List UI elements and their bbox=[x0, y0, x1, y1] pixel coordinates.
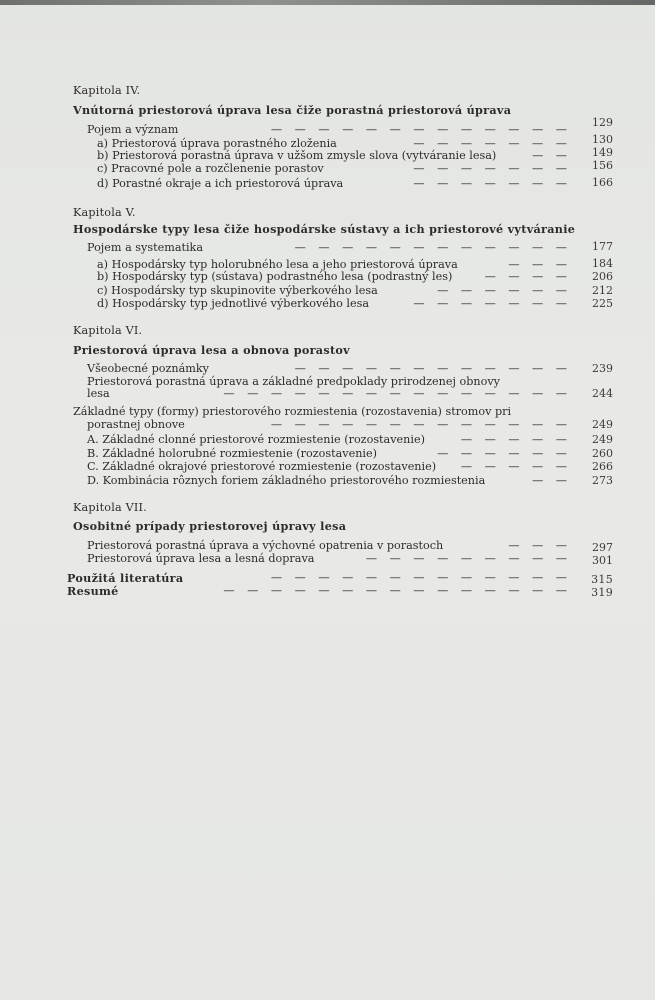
leader-dashes: — — — — — — — — — — — — — bbox=[270, 571, 567, 584]
chapter-heading: Priestorová úprava lesa a obnova porastov bbox=[73, 343, 350, 357]
page-number: 249 bbox=[592, 418, 613, 431]
leader-dashes: — — — — — — — — — bbox=[365, 552, 567, 565]
leader-dashes: — — — — — — bbox=[437, 447, 567, 460]
leader-dashes: — — — — — — — — — — — — — — — bbox=[223, 584, 567, 597]
page-number: 239 bbox=[592, 362, 613, 375]
leader-dashes: — — — — — — bbox=[437, 284, 567, 297]
page-number: 225 bbox=[592, 297, 613, 310]
chapter-heading: Vnútorná priestorová úprava lesa čiže porastná priestorová úprava bbox=[73, 103, 512, 117]
leader-dashes: — — — — — bbox=[460, 433, 567, 446]
leader-dashes: — — — — bbox=[484, 270, 567, 283]
toc-subentry: D. Kombinácia rôznych foriem základného priestorového rozmiestenia — — 273 bbox=[87, 474, 613, 487]
leader-dashes: — — — — — — — — — — — — — — — bbox=[223, 387, 567, 400]
page-number: 249 bbox=[592, 433, 613, 446]
leader-dashes: — — — — — — — — — — — — bbox=[294, 362, 567, 375]
page-number: 184 bbox=[592, 257, 613, 270]
toc-subentry: B. Základné holorubné rozmiestenie (rozostavenie) — — — — — — 260 bbox=[87, 447, 613, 460]
toc-entry: Pojem a systematika — — — — — — — — — — — — 177 bbox=[87, 240, 613, 254]
leader-dashes: — — — — — — — bbox=[413, 177, 567, 190]
leader-dashes: — — — — — — — — — — — — bbox=[294, 241, 567, 254]
page-number: 260 bbox=[592, 447, 613, 460]
page-number: 166 bbox=[592, 176, 613, 189]
leader-dashes: — — — — — — — — — — — — — bbox=[270, 418, 567, 431]
toc-entry: Základné typy (formy) priestorového rozmiestenia (rozostavenia) stromov pri bbox=[73, 405, 512, 418]
toc-entry: Priestorová úprava lesa a lesná doprava — — — — — — — — — 301 bbox=[87, 552, 613, 567]
toc-subentry: c) Hospodársky typ skupinovite výberkového lesa — — — — — — 212 bbox=[97, 284, 613, 297]
page-number: 297 bbox=[592, 541, 613, 554]
toc-subentry: A. Základné clonné priestorové rozmiestenie (rozostavenie) — — — — — 249 bbox=[87, 433, 613, 446]
leader-dashes: — — bbox=[532, 474, 567, 487]
page-number: 212 bbox=[592, 284, 613, 297]
toc-entry-continued: porastnej obnove — — — — — — — — — — — — — 249 bbox=[87, 418, 613, 431]
toc-subentry: c) Pracovné pole a rozčlenenie porastov — — — — — — — 156 bbox=[97, 159, 613, 175]
page-number: 206 bbox=[592, 270, 613, 283]
leader-dashes: — — — — — — — bbox=[413, 137, 567, 150]
toc-entry: Pojem a význam — — — — — — — — — — — — — 129 bbox=[87, 116, 613, 136]
page-number: 177 bbox=[592, 240, 613, 253]
page-number: 244 bbox=[592, 387, 613, 400]
page-number: 315 bbox=[591, 573, 613, 586]
leader-dashes: — — — — — — — — — — — — — bbox=[270, 123, 567, 136]
toc-subentry: d) Hospodársky typ jednotlivé výberkového lesa — — — — — — — 225 bbox=[97, 297, 613, 310]
toc-entry: Všeobecné poznámky — — — — — — — — — — — — 239 bbox=[87, 362, 613, 375]
chapter-label: Kapitola IV. bbox=[73, 84, 141, 97]
leader-dashes: — — — — — — — bbox=[413, 162, 567, 175]
chapter-heading: Osobitné prípady priestorovej úpravy lesa bbox=[73, 519, 347, 533]
toc-entry-continued: lesa — — — — — — — — — — — — — — — 244 bbox=[87, 387, 613, 400]
toc-subentry: a) Hospodársky typ holorubného lesa a jeho priestorová úprava — — — 184 bbox=[97, 257, 613, 271]
page-number: 129 bbox=[592, 116, 613, 129]
page-number: 149 bbox=[592, 146, 613, 159]
leader-dashes: — — bbox=[532, 149, 567, 162]
leader-dashes: — — — bbox=[508, 539, 567, 552]
toc-entry-resume: Resumé — — — — — — — — — — — — — — — 319 bbox=[67, 584, 613, 599]
toc-entry: Priestorová porastná úprava a základné predpoklady prirodzenej obnovy bbox=[87, 375, 500, 388]
leader-dashes: — — — — — bbox=[460, 460, 567, 473]
leader-dashes: — — — — — — — bbox=[413, 297, 567, 310]
scan-edge bbox=[0, 0, 655, 5]
toc-subentry: b) Hospodársky typ (sústava) podrastného lesa (podrastný les) — — — — 206 bbox=[97, 270, 613, 283]
page-number: 319 bbox=[591, 586, 613, 599]
toc-subentry: d) Porastné okraje a ich priestorová úprava — — — — — — — 166 bbox=[97, 176, 613, 190]
toc-entry-bibliography: Použitá literatúra — — — — — — — — — — — — — 315 bbox=[67, 571, 613, 586]
leader-dashes: — — — bbox=[508, 258, 567, 271]
chapter-label: Kapitola VII. bbox=[73, 501, 147, 514]
toc-subentry: C. Základné okrajové priestorové rozmiestenie (rozostavenie) — — — — — 266 bbox=[87, 460, 613, 473]
toc-entry: Priestorová porastná úprava a výchovné opatrenia v porastoch — — — 297 bbox=[87, 539, 613, 554]
page-number: 301 bbox=[592, 554, 613, 567]
page-number: 273 bbox=[592, 474, 613, 487]
page-number: 156 bbox=[592, 159, 613, 172]
chapter-label: Kapitola VI. bbox=[73, 324, 143, 337]
page-number: 266 bbox=[592, 460, 613, 473]
chapter-heading: Hospodárske typy lesa čiže hospodárske sústavy a ich priestorové vytváranie bbox=[73, 222, 576, 236]
toc-subentry: b) Priestorová porastná úprava v užšom zmysle slova (vytváranie lesa) — — 149 bbox=[97, 146, 613, 162]
page-number: 130 bbox=[592, 133, 613, 146]
chapter-label: Kapitola V. bbox=[73, 206, 136, 219]
toc-subentry: a) Priestorová úprava porastného zloženia — — — — — — — 130 bbox=[97, 133, 613, 150]
